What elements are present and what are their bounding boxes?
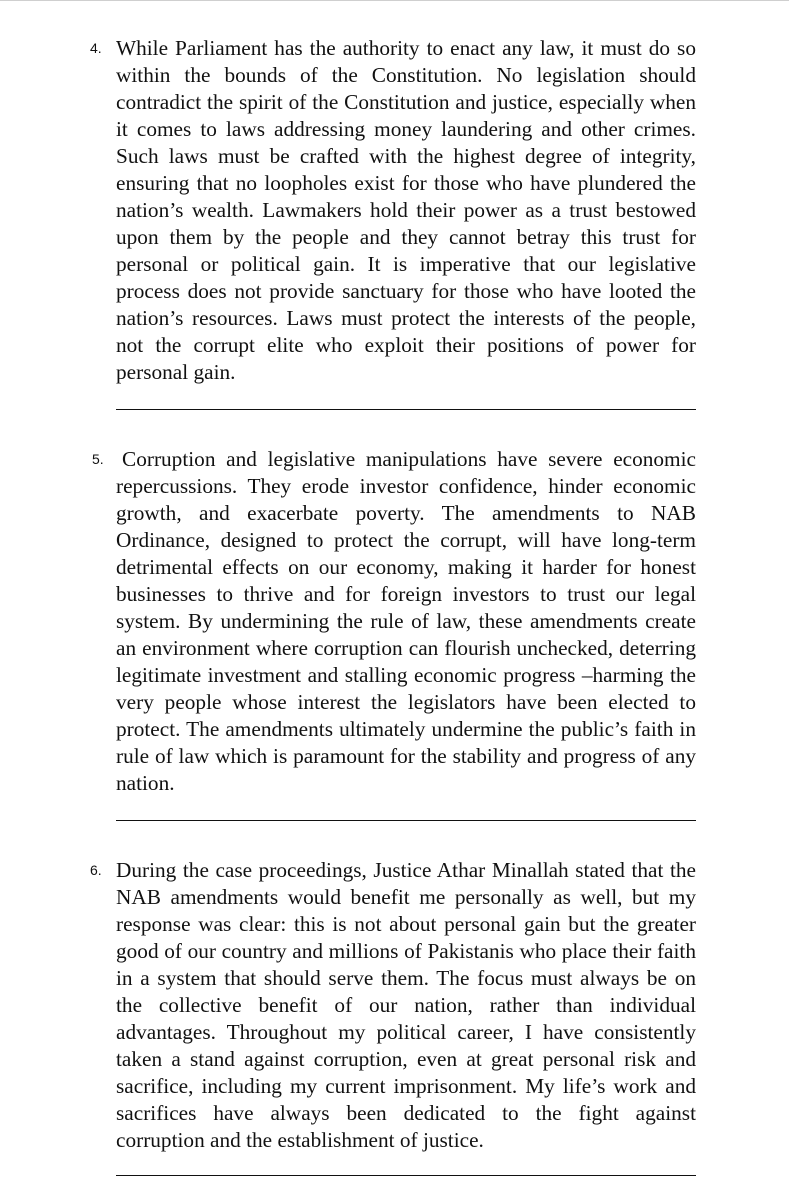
numbered-paragraph-5 (92, 446, 696, 797)
paragraph-number: 5. (92, 451, 104, 467)
paragraph-text: While Parliament has the authority to enact any law, it must do so within the bounds of the Constitution. No legislation should contradict the spirit of the Constitution and justice, especially when it comes to laws addressing money laundering and other crimes. Such laws must be crafted with the highest degree of integrity, ensuring that no loopholes exist for those who have plundered the nation’s wealth. Lawmakers hold their power as a trust bestowed upon them by the people and they cannot betray this trust for personal or political gain. It is imperative that our legislative process does not provide sanctuary for those who have looted the nation’s resources. Laws must protect the interests of the people, not the corrupt elite who exploit their positions of power for personal gain. (116, 36, 696, 384)
numbered-paragraph-6 (90, 857, 696, 1154)
paragraph-text: Corruption and legislative manipulations have severe economic repercussions. They erode investor confidence, hinder economic growth, and exacerbate poverty. The amendments to NAB Ordinance, designed to protect the corrupt, will have long-term detrimental effects on our economy, making it harder for honest businesses to thrive and for foreign investors to trust our legal system. By undermining the rule of law, these amendments create an environment where corruption can flourish unchecked, deterring legitimate investment and stalling economic progress –harming the very people whose interest the legislators have been elected to protect. The amendments ultimately undermine the public’s faith in rule of law which is paramount for the stability and progress of any nation. (116, 447, 696, 795)
paragraph-number: 6. (90, 862, 102, 878)
paragraph-text: During the case proceedings, Justice Athar Minallah stated that the NAB amendments would benefit me personally as well, but my response was clear: this is not about personal gain but the greater good of our country and millions of Pakistanis who place their faith in a system that should serve them. The focus must always be on the collective benefit of our nation, rather than individual advantages. Throughout my political career, I have consistently taken a stand against corruption, even at great personal risk and sacrifice, including my current imprisonment. My life’s work and sacrifices have always been dedicated to the fight against corruption and the establishment of justice. (116, 858, 696, 1152)
paragraph-number: 4. (90, 40, 102, 56)
paragraph-underline (116, 1175, 696, 1176)
top-border-line (0, 0, 789, 1)
paragraph-underline (116, 820, 696, 821)
numbered-paragraph-4 (90, 35, 696, 386)
paragraph-underline (116, 409, 696, 410)
